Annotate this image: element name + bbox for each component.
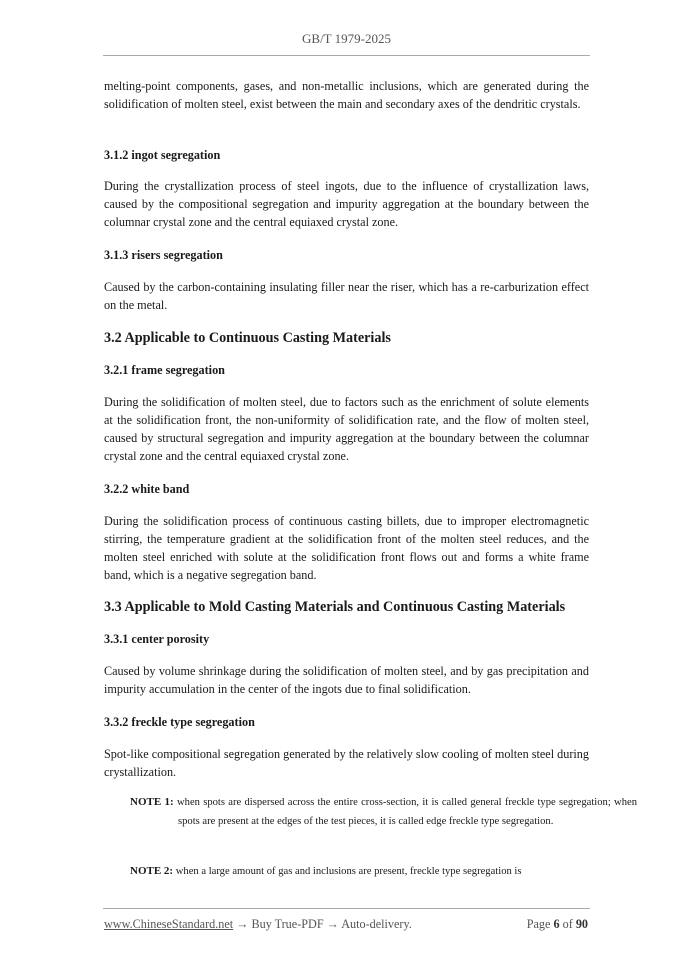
current-page: 6 (553, 917, 560, 931)
paragraph: Caused by volume shrinkage during the solidification of molten steel, and by gas precipitation and impurity accumulation in the center of the ingots due to final solidification. (104, 664, 589, 696)
footer-promo (104, 917, 412, 932)
section-heading-3-2: 3.2 Applicable to Continuous Casting Materials (104, 330, 391, 346)
section-heading-3-2-1: 3.2.1 frame segregation (104, 363, 225, 377)
website-link[interactable]: www.ChineseStandard.net (104, 917, 234, 931)
section-heading-3-3: 3.3 Applicable to Mold Casting Materials and Continuous Casting Materials (104, 599, 566, 615)
footer-divider (103, 908, 590, 909)
paragraph: During the crystallization process of steel ingots, due to the influence of crystallization laws, caused by the compositional segregation and impurity aggregation at the boundary between the columnar crystal zone and the central equiaxed crystal zone. (104, 179, 589, 229)
paragraph: Spot-like compositional segregation generated by the relatively slow cooling of molten steel during crystallization. (104, 747, 589, 779)
page-footer (104, 917, 588, 932)
paragraph: During the solidification process of continuous casting billets, due to improper electromagnetic stirring, the temperature gradient at the solidification front of the molten steel reduces, and the molten steel enriched with solute at the solidification front flows out and forms a white frame band, which is a negative segregation band. (104, 514, 589, 582)
page-number (527, 917, 588, 932)
section-heading-3-2-2: 3.2.2 white band (104, 482, 190, 496)
promo-text: → Buy True-PDF → Auto-delivery. (233, 917, 412, 931)
note-label: NOTE 2: (130, 865, 174, 877)
total-pages: 90 (575, 917, 588, 931)
section-heading-3-1-2: 3.1.2 ingot segregation (104, 148, 221, 162)
header-divider (103, 55, 590, 56)
paragraph: Caused by the carbon-containing insulating filler near the riser, which has a re-carburization effect on the metal. (104, 280, 589, 312)
note-label: NOTE 1: (130, 796, 174, 808)
page-of: of (559, 917, 576, 931)
note-text: when a large amount of gas and inclusions are present, freckle type segregation is (175, 866, 522, 877)
note-text: when spots are dispersed across the entire cross-section, it is called general freckle type segregation; when spots are present at the edges of the test pieces, it is called edge freckle type segregation. (177, 797, 637, 827)
section-heading-3-3-2: 3.3.2 freckle type segregation (104, 715, 255, 729)
section-heading-3-1-3: 3.1.3 risers segregation (104, 248, 223, 262)
note-1 (130, 793, 637, 831)
document-header: GB/T 1979-2025 (302, 31, 391, 46)
paragraph: During the solidification of molten steel, due to factors such as the enrichment of solute elements at the solidification front, the non-uniformity of solidification rate, and the flow of molten steel, caused by structural segregation and impurity aggregation at the boundary between the columnar crystal zone and the central equiaxed crystal zone. (104, 395, 589, 463)
paragraph: melting-point components, gases, and non-metallic inclusions, which are generated during the solidification of molten steel, exist between the main and secondary axes of the dendritic crystals. (104, 79, 589, 111)
note-2 (130, 862, 589, 881)
section-heading-3-3-1: 3.3.1 center porosity (104, 632, 210, 646)
page-prefix: Page (526, 917, 554, 931)
